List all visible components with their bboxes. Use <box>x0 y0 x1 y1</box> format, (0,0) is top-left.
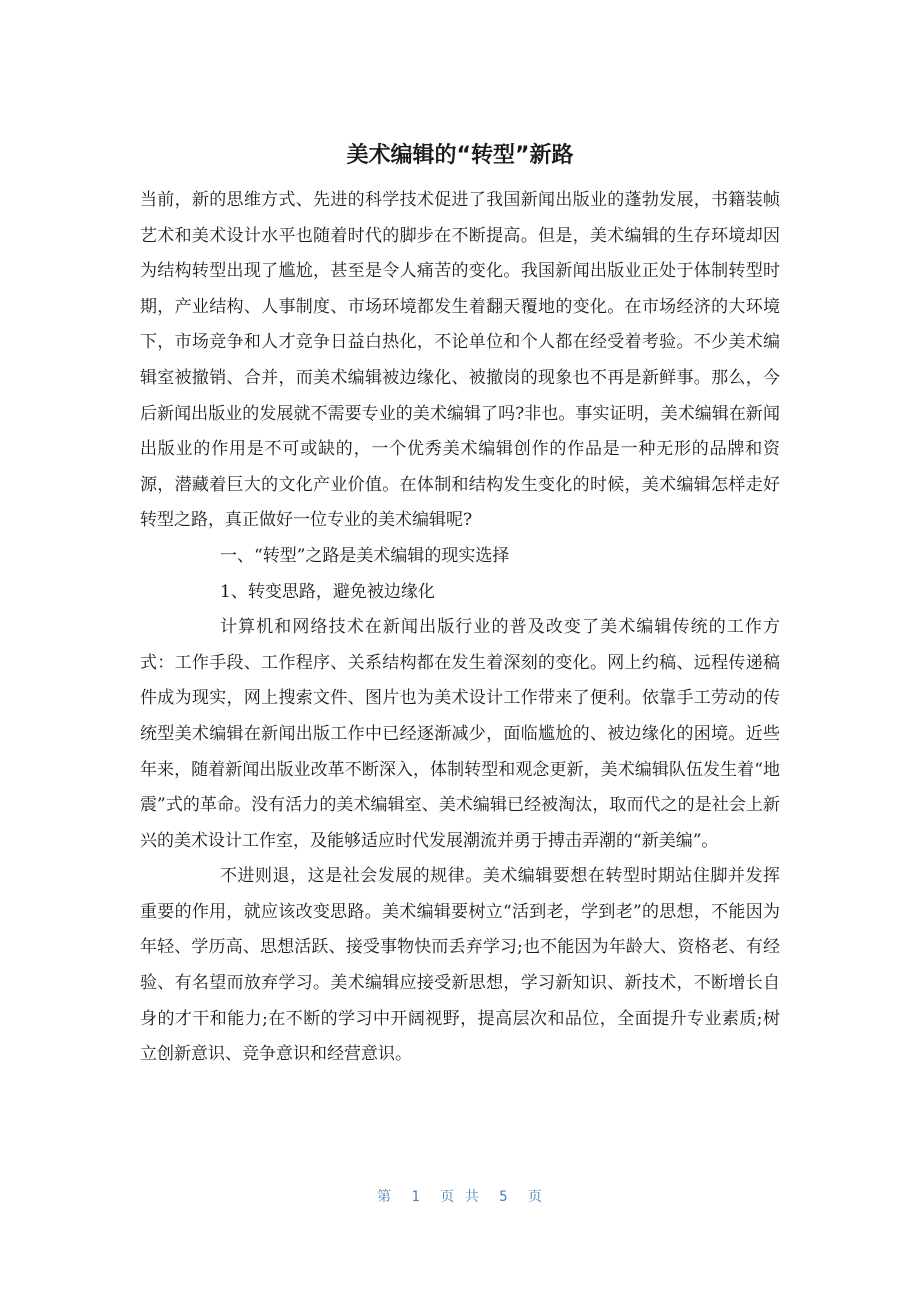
document-body <box>140 183 780 1073</box>
page-label-middle: 页 共 <box>440 1189 480 1205</box>
subsection-heading: 1、转变思路，避免被边缘化 <box>220 581 435 602</box>
intro-paragraph: 当前，新的思维方式、先进的科学技术促进了我国新闻出版业的蓬勃发展，书籍装帧艺术和美术设计水平也随着时代的脚步在不断提高。但是，美术编辑的生存环境却因为结构转型出现了尴尬，甚至是令人痛苦的变化。我国新闻出版业正处于体制转型时期，产业结构、人事制度、市场环境都发生着翻天覆地的变化。在市场经济的大环境下，市场竞争和人才竞争日益白热化，不论单位和个人都在经受着考验。不少美术编辑室被撤销、合并，而美术编辑被边缘化、被撤岗的现象也不再是新鲜事。那么，今后新闻出版业的发展就不需要专业的美术编辑了吗?非也。事实证明，美术编辑在新闻出版业的作用是不可或缺的，一个优秀美术编辑创作的作品是一种无形的品牌和资源，潜藏着巨大的文化产业价值。在体制和结构发生变化的时候，美术编辑怎样走好转型之路，真正做好一位专业的美术编辑呢? <box>140 190 780 531</box>
page-label-suffix: 页 <box>528 1189 544 1205</box>
current-page-number: 1 <box>411 1189 421 1205</box>
body-paragraph-1: 计算机和网络技术在新闻出版行业的普及改变了美术编辑传统的工作方式：工作手段、工作程序、关系结构都在发生着深刻的变化。网上约稿、远程传递稿件成为现实，网上搜索文件、图片也为美术设计工作带来了便利。依靠手工劳动的传统型美术编辑在新闻出版工作中已经逐渐减少，面临尴尬的、被边缘化的困境。近些年来，随着新闻出版业改革不断深入，体制转型和观念更新，美术编辑队伍发生着“地震”式的革命。没有活力的美术编辑室、美术编辑已经被淘汰，取而代之的是社会上新兴的美术设计工作室，及能够适应时代发展潮流并勇于搏击弄潮的“新美编”。 <box>140 617 780 851</box>
page-label-prefix: 第 <box>376 1189 392 1205</box>
total-pages-number: 5 <box>499 1189 509 1205</box>
document-title: 美术编辑的“转型”新路 <box>346 143 574 168</box>
body-paragraph-2: 不进则退，这是社会发展的规律。美术编辑要想在转型时期站住脚并发挥重要的作用，就应该改变思路。美术编辑要树立“活到老，学到老”的思想，不能因为年轻、学历高、思想活跃、接受事物快而丢弃学习;也不能因为年龄大、资格老、有经验、有名望而放弃学习。美术编辑应接受新思想，学习新知识、新技术，不断增长自身的才干和能力;在不断的学习中开阔视野，提高层次和品位，全面提升专业素质;树立创新意识、竞争意识和经营意识。 <box>140 866 780 1065</box>
page-footer <box>0 1186 920 1206</box>
section-heading: 一、“转型”之路是美术编辑的现实选择 <box>220 545 510 566</box>
